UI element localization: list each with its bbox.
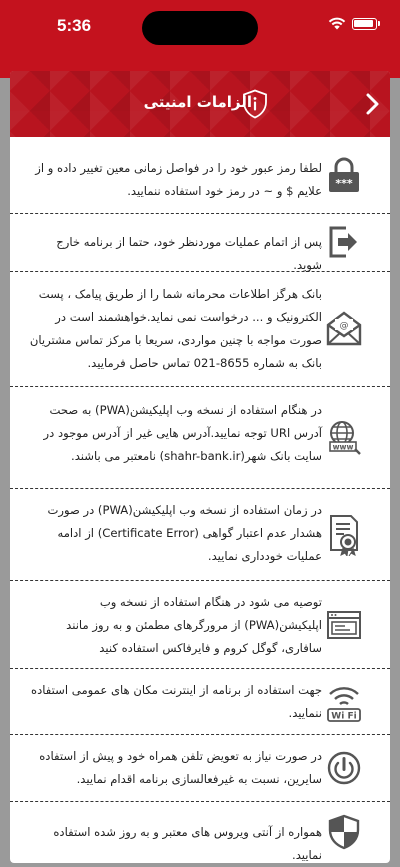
item-text: در صورت نیاز به تعویض تلفن همراه خود و پیش از استفاده سایرین، نسبت به غیرفعالسازی برنامه اقدام نمایید. [39, 749, 322, 786]
modal-header [10, 71, 390, 137]
status-icons [328, 17, 380, 30]
item-text: پس از اتمام عملیات موردنظر خود، حتما از برنامه خارج شوید. [56, 235, 322, 272]
item-text: لطفا رمز عبور خود را در فواصل زمانی معین تغییر داده و از علایم $ و ~ در رمز خود استفاده ننمایید. [35, 161, 322, 198]
logout-icon [326, 224, 362, 260]
list-item [10, 735, 390, 802]
modal-title: الزامات امنیتی [143, 93, 252, 111]
item-text: همواره از آنتی ویروس های معتبر و به روز شده استفاده نمایید. [53, 825, 322, 862]
svg-text:@: @ [339, 321, 349, 331]
svg-text:www: www [332, 442, 354, 452]
item-text: بانک هرگز اطلاعات محرمانه شما را از طریق پیامک ، پست الکترونیک و ... درخواست نمی نماید.خواهشمند است در صورت مواجه با چنین مواردی، سریعا با مرکز تماس مشتریان بانک به شماره 8655-021 تماس حاصل فرمایید. [29, 287, 322, 370]
item-text: جهت استفاده از برنامه از اینترنت مکان های عمومی استفاده ننمایید. [31, 683, 322, 720]
item-text: در زمان استفاده از نسخه وب اپلیکیشن(PWA) در صورت هشدار عدم اعتبار گواهی (Certificate Error) از ادامه عملیات خودداری نمایید. [47, 503, 322, 563]
list-item [10, 802, 390, 862]
certificate-icon [326, 514, 362, 556]
email-envelope-icon [326, 310, 362, 346]
shield-antivirus-icon [326, 814, 362, 850]
svg-text:***: *** [335, 177, 353, 190]
shield-info-icon [242, 89, 268, 119]
battery-icon [352, 18, 377, 30]
dynamic-island [142, 11, 258, 45]
list-item [10, 272, 390, 387]
power-phone-icon [326, 750, 362, 786]
list-item [10, 214, 390, 272]
browser-window-icon [326, 607, 362, 643]
list-item [10, 581, 390, 669]
chevron-right-icon[interactable] [362, 91, 384, 117]
list-item [10, 137, 390, 214]
svg-text:Wi Fi: Wi Fi [331, 711, 357, 722]
status-bar [0, 0, 400, 54]
security-requirements-modal [10, 71, 390, 863]
list-item [10, 387, 390, 489]
list-item [10, 669, 390, 735]
wifi-signal-icon [328, 17, 346, 30]
status-time: 5:36 [57, 16, 92, 35]
www-globe-icon [326, 419, 362, 455]
item-text: در هنگام استفاده از نسخه وب اپلیکیشن(PWA) به صحت آدرس URl توجه نمایید.آدرس هایی غیر از آدرس موجود در سایت بانک شهر(shahr-bank.ir) نامعتبر می باشند. [43, 403, 322, 463]
wifi-icon [326, 682, 362, 722]
battery-tip [378, 21, 380, 26]
list-item [10, 489, 390, 581]
lock-password-icon [326, 157, 362, 193]
item-text: توصیه می شود در هنگام استفاده از نسخه وب اپلیکیشن(PWA) از مرورگرهای مطمئن و به روز مانند سافاری، گوگل کروم و فایرفاکس استفاده کنید [66, 595, 322, 655]
requirements-list [10, 137, 390, 862]
